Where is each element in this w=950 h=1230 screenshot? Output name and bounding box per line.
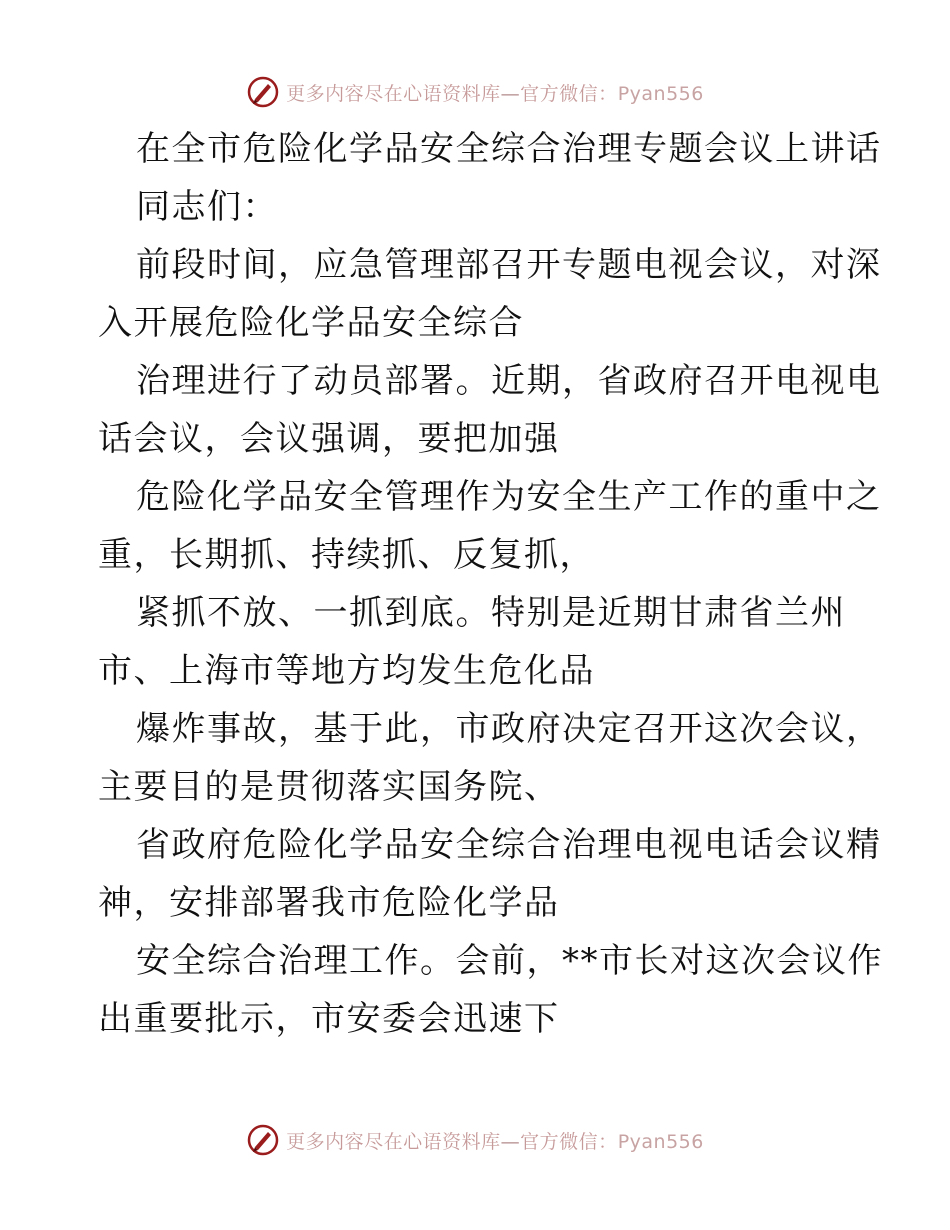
paragraph-line: 神，安排部署我市危险化学品 [98,883,560,923]
paragraph-line: 入开展危险化学品安全综合 [98,303,524,343]
watermark-official-label: 官方微信： [520,1130,618,1153]
watermark-text [286,79,704,106]
watermark-separator: — [500,82,521,105]
pen-logo-icon [246,75,280,109]
watermark-main-text: 更多内容尽在心语资料库 [286,82,501,105]
footer-watermark [0,1120,950,1160]
paragraph-line: 市、上海市等地方均发生危化品 [98,651,595,691]
watermark-wechat-id: Pyan556 [617,1130,704,1153]
watermark-wechat-id: Pyan556 [617,82,704,105]
document-body [98,120,883,1048]
paragraph-line: 主要目的是贯彻落实国务院、 [98,767,560,807]
paragraph-line: 重，长期抓、持续抓、反复抓， [98,535,595,575]
paragraph-line: 省政府危险化学品安全综合治理电视电话会议精 [136,825,882,865]
watermark-official-label: 官方微信： [520,82,618,105]
paragraph-line: 安全综合治理工作。会前，**市长对这次会议作 [136,941,883,981]
paragraph-line: 紧抓不放、一抓到底。特别是近期甘肃省兰州 [136,593,846,633]
salutation: 同志们： [136,187,278,227]
header-watermark [0,72,950,112]
paragraph-line: 出重要批示，市安委会迅速下 [98,999,560,1039]
pen-logo-icon [246,1123,280,1157]
watermark-main-text: 更多内容尽在心语资料库 [286,1130,501,1153]
paragraph-line: 危险化学品安全管理作为安全生产工作的重中之 [136,477,882,517]
paragraph-line: 话会议，会议强调，要把加强 [98,419,560,459]
paragraph-line: 爆炸事故，基于此，市政府决定召开这次会议， [136,709,882,749]
watermark-text [286,1127,704,1154]
paragraph-line: 前段时间，应急管理部召开专题电视会议，对深 [136,245,882,285]
watermark-separator: — [500,1130,521,1153]
document-title: 在全市危险化学品安全综合治理专题会议上讲话 [136,129,882,169]
paragraph-line: 治理进行了动员部署。近期，省政府召开电视电 [136,361,882,401]
